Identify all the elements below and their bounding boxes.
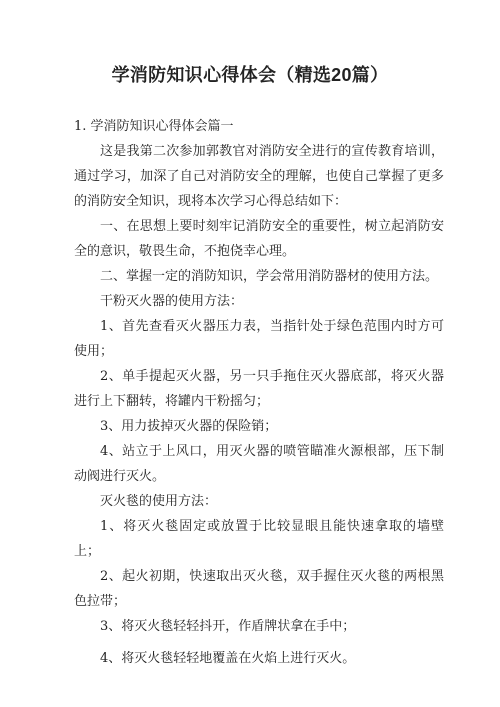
paragraph: 4、站立于上风口，用灭火器的喷管瞄准火源根部，压下制动阀进行灭火。 bbox=[74, 444, 444, 484]
paragraph: 干粉灭火器的使用方法： bbox=[100, 294, 244, 309]
paragraph: 灭火毯的使用方法： bbox=[100, 494, 218, 509]
paragraph: 2、起火初期，快速取出灭火毯，双手握住灭火毯的两根黑色拉带； bbox=[74, 569, 444, 609]
paragraph: 这是我第二次参加郭教官对消防安全进行的宣传教育培训，通过学习，加深了自己对消防安全的理解，也使自己掌握了更多的消防安全知识，现将本次学习心得总结如下： bbox=[74, 144, 444, 209]
paragraph: 3、将灭火毯轻轻抖开，作盾牌状拿在手中； bbox=[100, 619, 356, 634]
paragraph: 3、用力拔掉灭火器的保险销； bbox=[100, 419, 278, 434]
page-title: 学消防知识心得体会（精选20篇） bbox=[111, 65, 389, 85]
section-heading: 1. 学消防知识心得体会篇一 bbox=[74, 119, 234, 134]
paragraph: 一、在思想上要时刻牢记消防安全的重要性，树立起消防安全的意识，敬畏生命，不抱侥幸心理。 bbox=[74, 219, 444, 259]
paragraph: 二、掌握一定的消防知识，学会常用消防器材的使用方法。 bbox=[100, 269, 439, 284]
paragraph: 4、将灭火毯轻轻地覆盖在火焰上进行灭火。 bbox=[100, 651, 356, 666]
paragraph: 1、首先查看灭火器压力表，当指针处于绿色范围内时方可使用； bbox=[74, 319, 444, 359]
paragraph: 1、将灭火毯固定或放置于比较显眼且能快速拿取的墙壁上； bbox=[74, 519, 444, 559]
document-body bbox=[74, 114, 444, 671]
paragraph: 2、单手提起灭火器，另一只手拖住灭火器底部，将灭火器进行上下翻转，将罐内干粉摇匀； bbox=[74, 369, 444, 409]
